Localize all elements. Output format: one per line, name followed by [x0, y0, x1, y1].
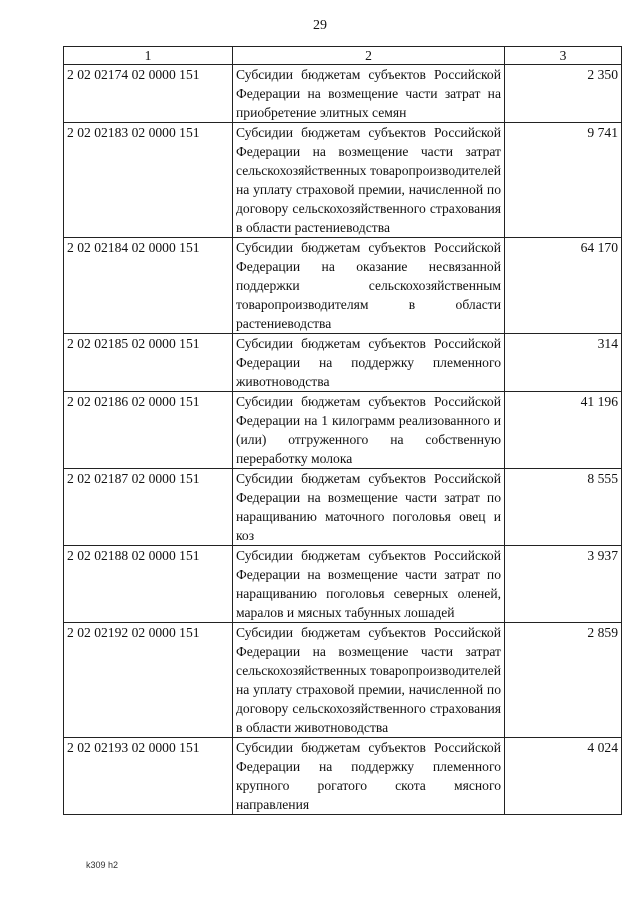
row-amount: 2 350 [505, 65, 622, 123]
row-description: Субсидии бюджетам субъектов Российской Федерации на возмещение части затрат сельскохозяйственных товаропроизводителей на уплату страховой премии, начисленной по договору сельскохозяйственного страхования в области животноводства [233, 623, 505, 738]
document-footer-code: k309 h2 [86, 860, 119, 870]
row-description: Субсидии бюджетам субъектов Российской Федерации на возмещение части затрат по наращиванию маточного поголовья овец и коз [233, 469, 505, 546]
row-amount: 314 [505, 334, 622, 392]
table-row [64, 238, 622, 334]
row-description: Субсидии бюджетам субъектов Российской Федерации на возмещение части затрат на приобретение элитных семян [233, 65, 505, 123]
table-row [64, 738, 622, 815]
table-header-row [64, 47, 622, 65]
row-description: Субсидии бюджетам субъектов Российской Федерации на поддержку племенного животноводства [233, 334, 505, 392]
row-description: Субсидии бюджетам субъектов Российской Федерации на возмещение части затрат по наращиванию поголовья северных оленей, маралов и мясных табунных лошадей [233, 546, 505, 623]
row-code: 2 02 02174 02 0000 151 [64, 65, 233, 123]
table-row [64, 65, 622, 123]
row-code: 2 02 02187 02 0000 151 [64, 469, 233, 546]
table-row [64, 123, 622, 238]
row-code: 2 02 02192 02 0000 151 [64, 623, 233, 738]
column-header-code: 1 [64, 47, 233, 65]
row-description: Субсидии бюджетам субъектов Российской Федерации на поддержку племенного крупного рогатого скота мясного направления [233, 738, 505, 815]
row-code: 2 02 02183 02 0000 151 [64, 123, 233, 238]
table-row [64, 469, 622, 546]
column-header-amount: 3 [505, 47, 622, 65]
row-description: Субсидии бюджетам субъектов Российской Федерации на возмещение части затрат сельскохозяйственных товаропроизводителей на уплату страховой премии, начисленной по договору сельскохозяйственного страхования в области растениеводства [233, 123, 505, 238]
row-code: 2 02 02185 02 0000 151 [64, 334, 233, 392]
budget-table [63, 46, 622, 815]
table-row [64, 546, 622, 623]
row-amount: 8 555 [505, 469, 622, 546]
row-code: 2 02 02188 02 0000 151 [64, 546, 233, 623]
row-amount: 3 937 [505, 546, 622, 623]
page-number: 29 [313, 18, 327, 33]
row-amount: 2 859 [505, 623, 622, 738]
row-code: 2 02 02186 02 0000 151 [64, 392, 233, 469]
table-row [64, 623, 622, 738]
row-code: 2 02 02184 02 0000 151 [64, 238, 233, 334]
row-description: Субсидии бюджетам субъектов Российской Федерации на оказание несвязанной поддержки сельскохозяйственным товаропроизводителям в области растениеводства [233, 238, 505, 334]
row-amount: 4 024 [505, 738, 622, 815]
row-code: 2 02 02193 02 0000 151 [64, 738, 233, 815]
table-row [64, 392, 622, 469]
row-amount: 9 741 [505, 123, 622, 238]
row-description: Субсидии бюджетам субъектов Российской Федерации на 1 килограмм реализованного и (или) отгруженного на собственную переработку молока [233, 392, 505, 469]
row-amount: 41 196 [505, 392, 622, 469]
table-row [64, 334, 622, 392]
row-amount: 64 170 [505, 238, 622, 334]
column-header-description: 2 [233, 47, 505, 65]
